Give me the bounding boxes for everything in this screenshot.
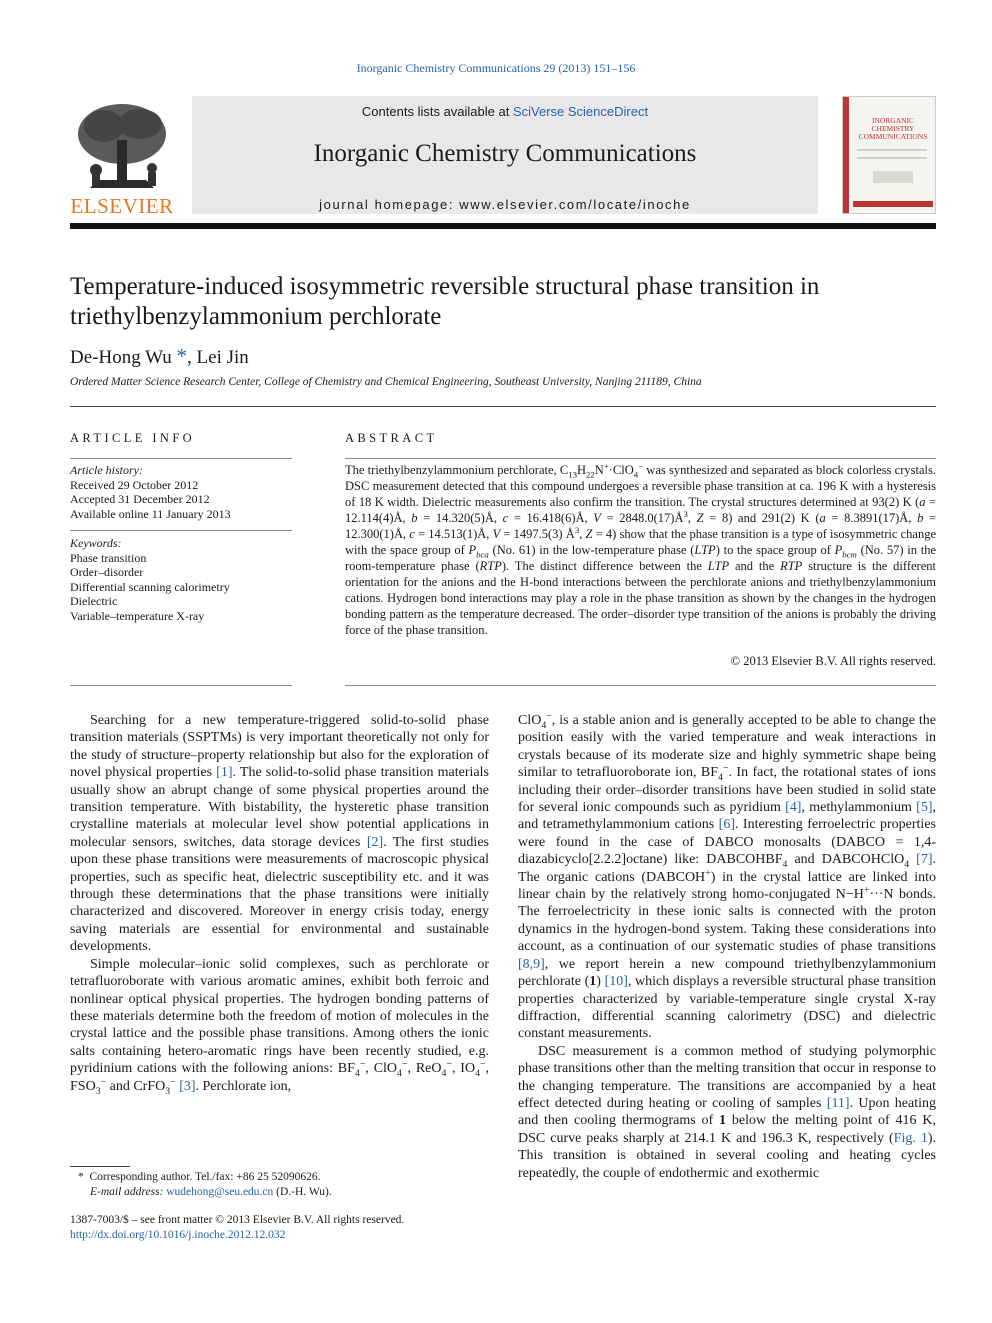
sciencedirect-link[interactable]: SciVerse ScienceDirect [512, 104, 649, 119]
history-received: Received 29 October 2012 [70, 477, 199, 492]
publisher-wordmark: ELSEVIER [70, 194, 174, 218]
contents-prefix: Contents lists available at [361, 104, 513, 119]
citation-link[interactable]: [2] [366, 834, 384, 850]
keywords-label: Keywords: [70, 536, 122, 550]
citation-link[interactable]: [4] [785, 800, 802, 816]
journal-homepage[interactable]: journal homepage: www.elsevier.com/locate/inoche [319, 197, 691, 212]
divider [70, 530, 292, 531]
email-label: E-mail address: [90, 1186, 164, 1198]
divider [70, 685, 292, 686]
paragraph: ClO$_4$−, is a stable anion and is generally accepted to be able to change the position easily with the varied temperature and weak interactions in crystals because of its moderate size and highly symmetric shape being similar to tetrafluoroborate ion, $BF_4^-$. In fact, the rotational states of ions including their order–disorder transitions have been studied in solid state for several ionic compounds such as pyridium [4], methylammonium [5], and tetramethylammonium cations [6]. Interesting ferroelectric properties were found in the case of DABCO monosalts (DABCO = 1,4-diazabicyclo[2.2.2]octane) like: $DABCOHBF_4$ and DABCOHClO$_4$ [7]. The organic cations (DABCOH+) in the crystal lattice are linked into linear chain by the relatively strong homo-conjugated N−H+···N bonds. The ferroelectricity in these ionic salts is connected with the proton dynamics in the hydrogen-bond system. Taking these considerations into account, as a continuation of our systematic studies of phase transitions [8,9], we report herein a new compound triethylbenzylammonium perchlorate (1) [10], which displays a reversible structural phase transition properties characterized by variable-temperature single crystal X-ray diffraction, differential scanning calorimetry (DSC) and dielectric constant measurements. [518, 710, 937, 1042]
doi-link[interactable]: http://dx.doi.org/10.1016/j.inoche.2012.12.032 [70, 1229, 286, 1241]
journal-title: Inorganic Chemistry Communications [313, 140, 697, 167]
keyword: Order–disorder [70, 565, 144, 579]
divider [345, 685, 936, 686]
history-label: Article history: [70, 463, 143, 477]
keywords [70, 536, 230, 623]
paragraph: DSC measurement is a common method of studying polymorphic phase transitions other than the melting transition that occur in response to the changing temperature. The transitions are accompanied by a heat effect detected during heating or cooling of samples [11]. Upon heating and then cooling thermograms of 1 below the melting point of 416 K, DSC curve peaks sharply at 214.1 K and 196.3 K, respectively (Fig. 1). This transition is obtained in several cooling and heating cycles repeatedly, the couple of endothermic and exothermic [518, 1043, 936, 1181]
citation-link[interactable]: [5] [916, 800, 933, 816]
corresponding-note: * Corresponding author. Tel./fax: +86 25 52090626. [78, 1171, 321, 1183]
body-column-right [518, 712, 936, 1182]
keyword: Differential scanning calorimetry [70, 579, 230, 594]
abstract-body: The triethylbenzylammonium perchlorate, $C_{13}H_{22}N^+\cdot ClO_4^-$ was synthesized and separated as block colorless crystals. DSC measurement detected that this compound undergoes a reversible phase transition at ca. 196 K with a hysteresis of 18 K width. Dielectric measurements also confirm the transition. The crystal structures determined at 93(2) K (a = 12.114(4)Å, b = 14.320(5)Å, c = 16.418(6)Å, $V = 2848.0(17)Å^3$, Z = 8) and 291(2) K (a = 8.3891(17)Å, b = 12.300(1)Å, c = 14.513(1)Å, V = 1497.5(3) $Å^3$, Z = 4) show that the phase transition is a type of isosymmetric change with the space group of $P_{bca}$ (No. 61) in the low-temperature phase (LTP) to the space group of $P_{bcm}$ (No. 57) in the room-temperature phase (RTP). The distinct difference between the LTP and the RTP structure is the different orientation for the anions and the H-bond interactions between the perchlorate anions and triethylbenzylammonium cations. Hydrogen bond interactions may play a role in the phase transition as shown by the changes in the hydrogen bonding pattern as the temperature decreased. The order–disorder type transition of the anions is probably the driving force of the phase transition. [345, 460, 937, 637]
citation-link[interactable]: [8,9] [518, 956, 545, 972]
email-note [70, 1185, 332, 1200]
front-matter [70, 1213, 404, 1243]
citation-link[interactable]: [7] [916, 852, 933, 868]
article-info-heading: ARTICLE INFO [70, 431, 196, 445]
citation-link[interactable]: [3] [179, 1078, 196, 1094]
figure-link[interactable]: Fig. 1 [893, 1130, 928, 1146]
email-suffix: (D.-H. Wu). [276, 1186, 332, 1198]
elsevier-tree-logo [70, 100, 174, 192]
journal-cover-thumbnail [842, 96, 936, 214]
contents-line [192, 104, 818, 119]
corresponding-text: Corresponding author. Tel./fax: +86 25 52090626. [89, 1171, 321, 1183]
history-accepted: Accepted 31 December 2012 [70, 492, 210, 506]
corresponding-author-marker[interactable]: * [176, 344, 188, 368]
keyword: Dielectric [70, 594, 118, 608]
body-column-left [70, 712, 489, 1095]
keyword: Variable–temperature X-ray [70, 608, 205, 623]
cover-title-line: INORGANIC [871, 116, 915, 125]
header-rule [70, 223, 936, 229]
divider [70, 458, 292, 459]
issn-line: 1387-7003/$ – see front matter © 2013 Elsevier B.V. All rights reserved. [70, 1214, 405, 1226]
article-history [70, 463, 231, 521]
copyright: © 2013 Elsevier B.V. All rights reserved. [730, 654, 936, 668]
affiliation: Ordered Matter Science Research Center, College of Chemistry and Chemical Engineering, Southeast University, Nanjing 211189, China [70, 376, 702, 388]
journal-citation[interactable]: Inorganic Chemistry Communications 29 (2013) 151–156 [356, 61, 636, 75]
citation-link[interactable]: [1] [216, 765, 233, 781]
paragraph: Simple molecular–ionic solid complexes, such as perchlorate or tetrafluoroborate with various aromatic amines, exhibit both ferroic and nonlinear optical physical properties. The hydrogen bonding patterns of these materials determine both the freedom of motion of molecules in the crystal lattice and the possible phase transitions. Among others the ionic salts containing hetero-aromatic rings have been recently studied, e.g. pyridinium cations with the following anions: $BF_4^-$, ClO$_4$−, ReO$_4$−, $IO_4^-$, $FSO_3^-$ and CrFO$_3$− [3]. Perchlorate ion, [70, 956, 489, 1097]
email-link[interactable]: wudehong@seu.edu.cn [166, 1186, 274, 1198]
citation-link[interactable]: [6] [718, 817, 735, 833]
history-online: Available online 11 January 2013 [70, 506, 231, 521]
article-title: Temperature-induced isosymmetric reversible structural phase transition in triethylbenzylammonium perchlorate [70, 273, 820, 330]
cover-title-line: CHEMISTRY [871, 124, 915, 133]
keyword: Phase transition [70, 550, 147, 565]
divider [345, 458, 936, 459]
cover-title-line: COMMUNICATIONS [858, 132, 928, 141]
footnote [70, 1170, 332, 1200]
citation-link[interactable]: [11] [826, 1095, 850, 1111]
citation-link[interactable]: [10] [604, 974, 628, 990]
paragraph: Searching for a new temperature-triggered solid-to-solid phase transition materials (SSPTMs) is very important theoretically not only for the study of structure–property relationship but also for the exploration of novel physical properties [1]. The solid-to-solid phase transition materials usually show an abrupt change of some physical properties around the transition temperature. With bistability, the hysteretic phase transition crystalline materials at molecular level show potential applications in molecular sensors, switches, data storage devices [2]. The first studies upon these phase transitions were measurements of macroscopic physical properties, such as specific heat, dielectric susceptibility etc. and it was through these determinations that the phase transitions were initially characterized and discovered. Moreover in energy crisis today, energy saving materials are essential for environmental and sustainable developments. [70, 713, 489, 955]
author-list: De-Hong Wu *, Lei Jin [70, 344, 249, 368]
abstract-heading: ABSTRACT [345, 431, 438, 445]
divider [70, 406, 936, 407]
footnote-rule [70, 1166, 130, 1167]
